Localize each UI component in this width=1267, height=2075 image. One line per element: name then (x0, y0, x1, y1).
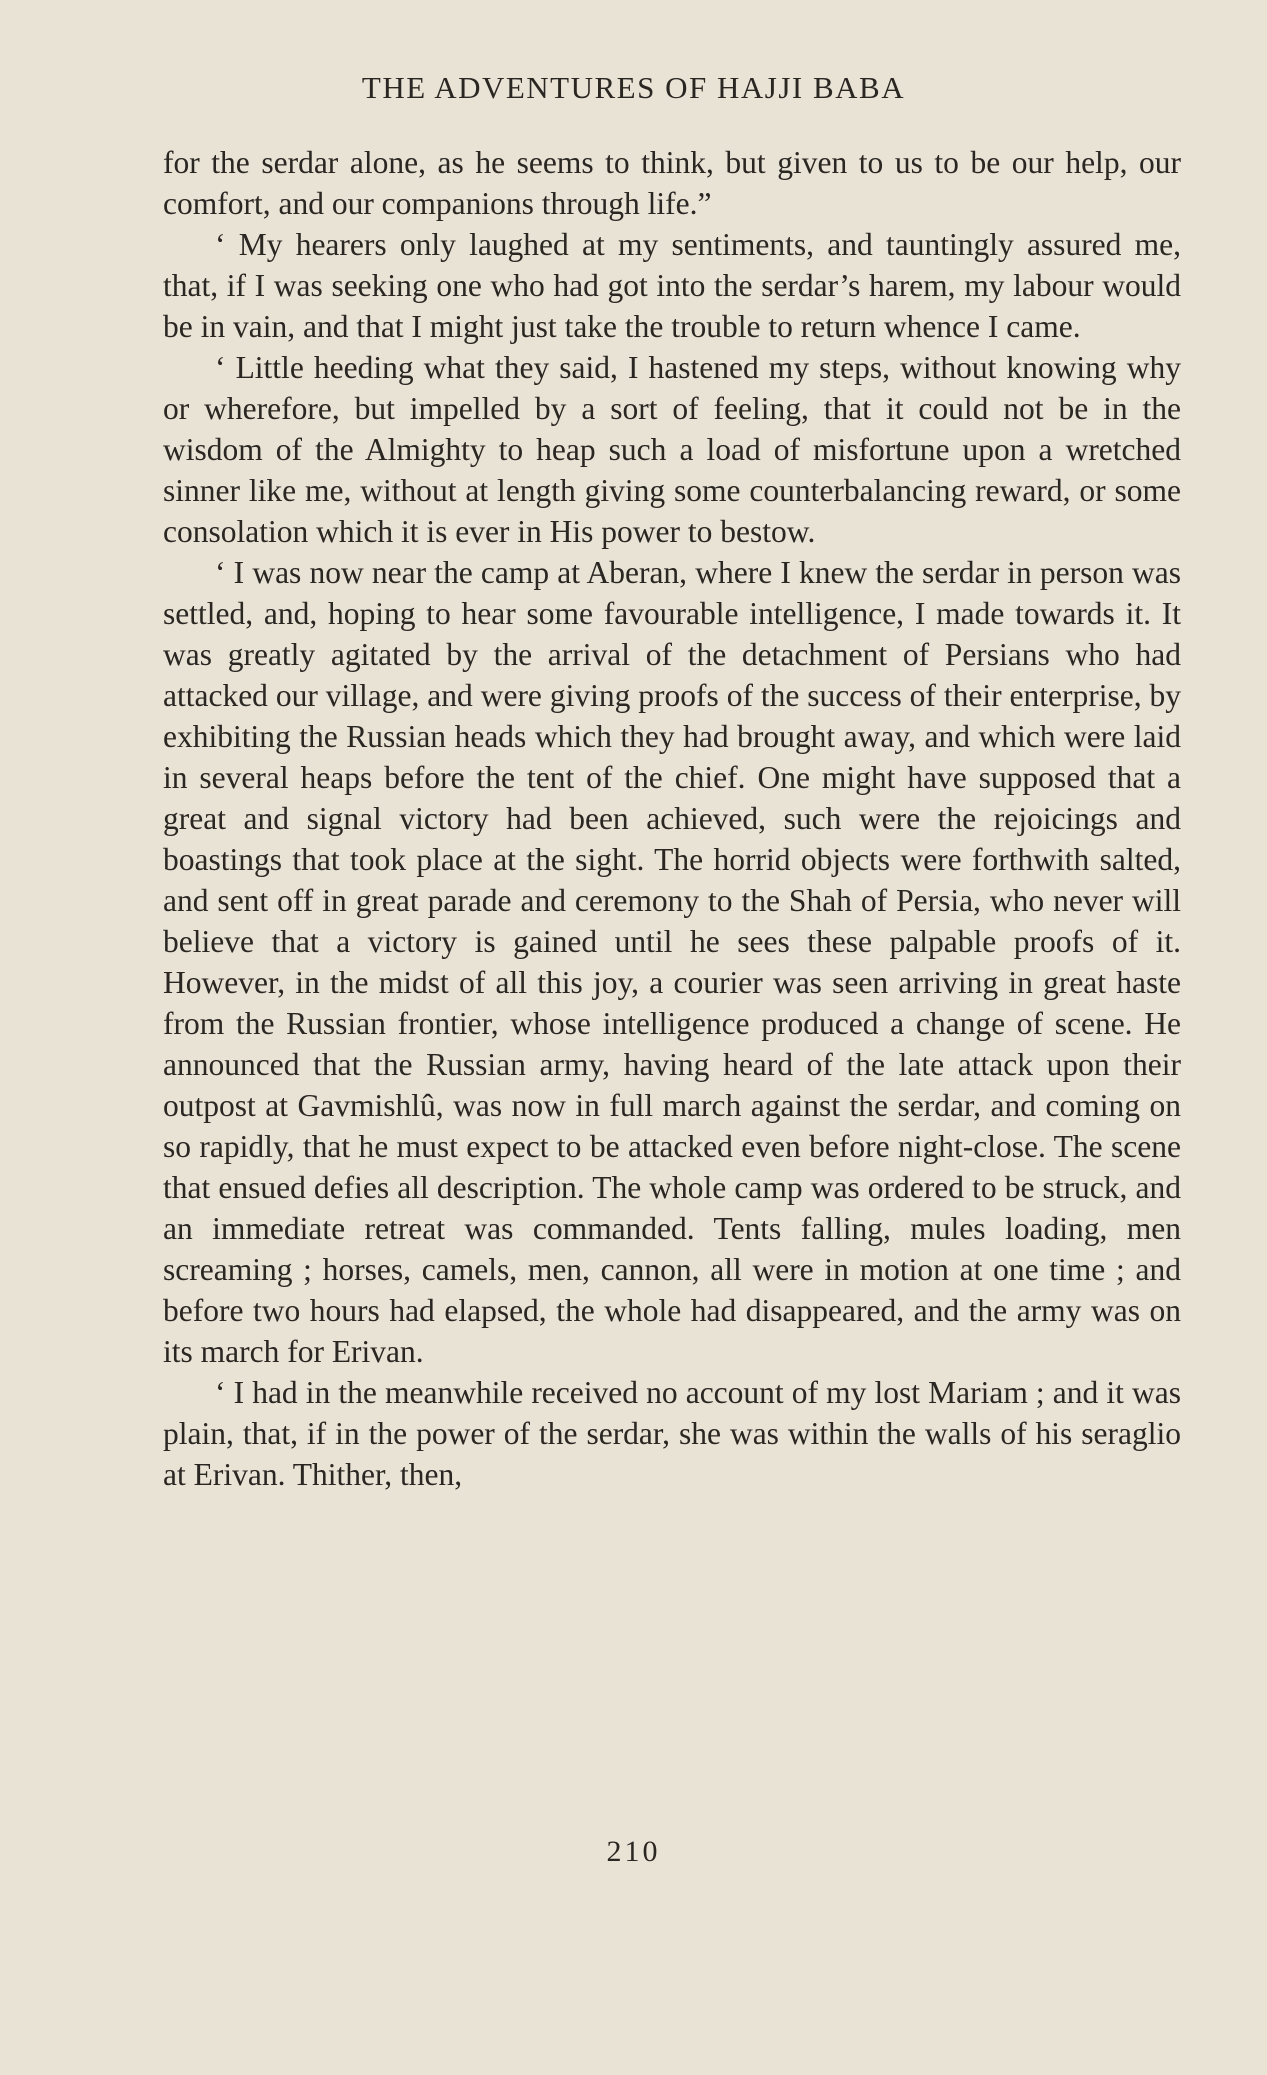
running-head: THE ADVENTURES OF HAJJI BABA (361, 70, 906, 105)
paragraph-2: ‘ My hearers only laughed at my sentiments, and tauntingly assured me, that, if I was seeking one who had got into the serdar’s harem, my labour would be in vain, and that I might just take the trouble to return whence I came. (163, 227, 1181, 344)
page-number: 210 (606, 1835, 661, 1868)
paragraph-4: ‘ I was now near the camp at Aberan, where I knew the serdar in person was settled, and, hoping to hear some favourable intelligence, I made towards it. It was greatly agitated by the arrival of the detachment of Persians who had attacked our village, and were giving proofs of the success of their enterprise, by exhibiting the Russian heads which they had brought away, and which were laid in several heaps before the tent of the chief. One might have supposed that a great and signal victory had been achieved, such were the rejoicings and boastings that took place at the sight. The horrid objects were forthwith salted, and sent off in great parade and ceremony to the Shah of Persia, who never will believe that a victory is gained until he sees these palpable proofs of it. However, in the midst of all this joy, a courier was seen arriving in great haste from the Russian frontier, whose intelligence produced a change of scene. He announced that the Russian army, having heard of the late attack upon their outpost at Gavmishlû, was now in full march against the serdar, and coming on so rapidly, that he must expect to be attacked even before night-close. The scene that ensued defies all description. The whole camp was ordered to be struck, and an immediate retreat was commanded. Tents falling, mules loading, men screaming ; horses, camels, men, cannon, all were in motion at one time ; and before two hours had elapsed, the whole had disappeared, and the army was on its march for Erivan. (163, 555, 1181, 1369)
paragraph-1: for the serdar alone, as he seems to think, but given to us to be our help, our comfort, and our companions through life.” (163, 145, 1181, 221)
paragraph-3: ‘ Little heeding what they said, I hastened my steps, without knowing why or wherefore, but impelled by a sort of feeling, that it could not be in the wisdom of the Almighty to heap such a load of misfortune upon a wretched sinner like me, without at length giving some counterbalancing reward, or some consolation which it is ever in His power to bestow. (163, 350, 1181, 549)
body-text (163, 142, 1181, 1495)
paragraph-5: ‘ I had in the meanwhile received no account of my lost Mariam ; and it was plain, that, if in the power of the serdar, she was within the walls of his seraglio at Erivan. Thither, then, (163, 1375, 1181, 1492)
